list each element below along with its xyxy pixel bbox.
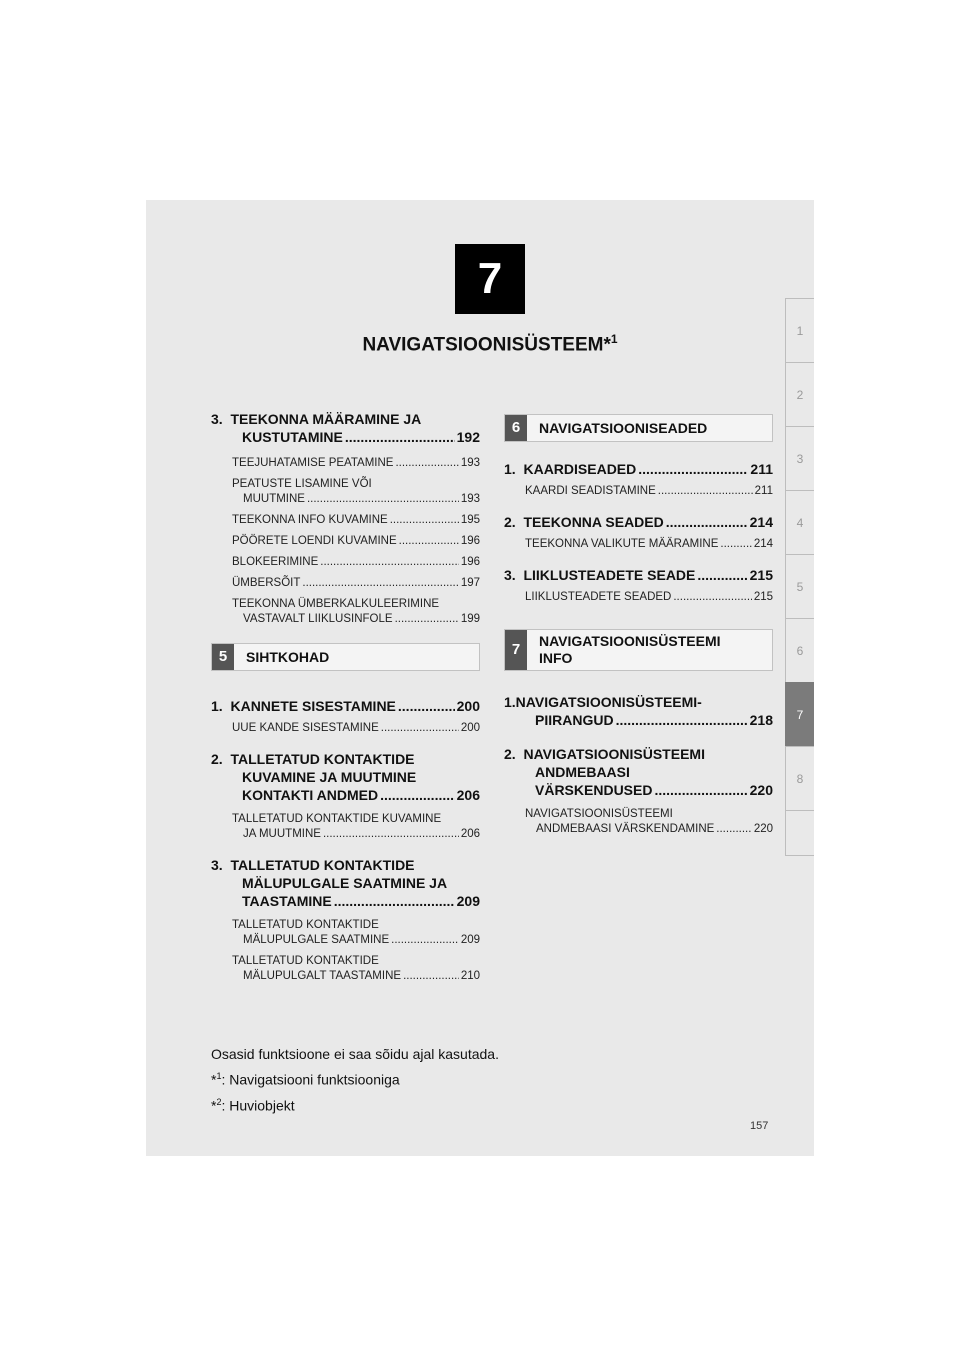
toc-sub-item[interactable]: TALLETATUD KONTAKTIDE KUVAMINE JA MUUTMINE ..... 206 (232, 812, 480, 842)
chapter-title: NAVIGATSIOONISÜSTEEM*$^1$ (362, 332, 618, 356)
left-column (211, 410, 480, 990)
footnotes (211, 1046, 499, 1122)
chapter-tab-8[interactable]: 8 (785, 746, 814, 810)
toc-sub-item[interactable]: TEEKONNA ÜMBERKALKULEERIMINE VASTAVALT LIIKLUSINFOLE ..... 199 (232, 597, 480, 627)
chapter-tab-5[interactable]: 5 (785, 554, 814, 618)
toc-entry-usb-contacts[interactable]: 3. TALLETATUD KONTAKTIDE MÄLUPULGALE SAATMINE JA TAASTAMINE ..... 209 (211, 856, 480, 910)
chapter-tab-empty (785, 810, 814, 856)
chapter-tab-4[interactable]: 4 (785, 490, 814, 554)
footnote-note: Osasid funktsioone ei saa sõidu ajal kasutada. (211, 1046, 499, 1062)
chapter-tab-1[interactable]: 1 (785, 298, 814, 362)
toc-entry-map-settings[interactable]: 1. KAARDISEADED ..... 211 (504, 460, 773, 478)
section-number: 6 (505, 415, 527, 441)
section-title: SIHTKOHAD (246, 649, 330, 665)
toc-entry-nav-limitations[interactable]: 1.NAVIGATSIOONISÜSTEEMI- PIIRANGUD ..... 218 (504, 693, 773, 729)
chapter-number-box: 7 (455, 244, 525, 314)
toc-sub-item[interactable]: LIIKLUSTEADETE SEADED ..... 215 (525, 590, 773, 605)
section-number: 7 (505, 630, 527, 670)
toc-sub-item[interactable]: PEATUSTE LISAMINE VÕI MUUTMINE ..... 193 (232, 477, 480, 507)
right-column (504, 414, 773, 843)
section-number: 5 (212, 644, 234, 670)
toc-sub-item[interactable]: BLOKEERIMINE ..... 196 (232, 555, 480, 570)
toc-entry-nav-database-updates[interactable]: 2. NAVIGATSIOONISÜSTEEMI ANDMEBAASI VÄRSKENDUSED ..... 220 (504, 745, 773, 799)
toc-sub-item[interactable]: TEEKONNA VALIKUTE MÄÄRAMINE ..... 214 (525, 537, 773, 552)
toc-entry-route-settings[interactable]: 2. TEEKONNA SEADED ..... 214 (504, 513, 773, 531)
toc-entry-route-set[interactable]: 3. TEEKONNA MÄÄRAMINE JA KUSTUTAMINE ..... 192 (211, 410, 480, 446)
chapter-tabs (785, 298, 814, 856)
toc-sub-item[interactable]: TALLETATUD KONTAKTIDE MÄLUPULGALE SAATMINE ..... 209 (232, 918, 480, 948)
toc-sub-item[interactable]: PÖÖRETE LOENDI KUVAMINE ..... 196 (232, 534, 480, 549)
section-header-6 (504, 414, 773, 442)
section-header-5 (211, 643, 480, 671)
chapter-tab-6[interactable]: 6 (785, 618, 814, 682)
chapter-tab-3[interactable]: 3 (785, 426, 814, 490)
section-title: NAVIGATSIOONISEADED (539, 420, 708, 436)
toc-sub-item[interactable]: UUE KANDE SISESTAMINE ..... 200 (232, 721, 480, 736)
toc-sub-item[interactable]: KAARDI SEADISTAMINE ..... 211 (525, 484, 773, 499)
toc-entry-traffic-settings[interactable]: 3. LIIKLUSTEADETE SEADE ..... 215 (504, 566, 773, 584)
section-header-7 (504, 629, 773, 671)
toc-sub-item[interactable]: NAVIGATSIOONISÜSTEEMI ANDMEBAASI VÄRSKENDAMINE ..... 220 (525, 807, 773, 837)
toc-entry-saved-contacts[interactable]: 2. TALLETATUD KONTAKTIDE KUVAMINE JA MUUTMINE KONTAKTI ANDMED ..... 206 (211, 750, 480, 804)
chapter-tab-7[interactable]: 7 (785, 682, 814, 746)
page-number: 157 (750, 1120, 769, 1132)
toc-sub-item[interactable]: TEEJUHATAMISE PEATAMINE ..... 193 (232, 456, 480, 471)
footnote-1: *$^1$: Navigatsiooni funktsiooniga (211, 1071, 400, 1088)
toc-sub-item[interactable]: TEEKONNA INFO KUVAMINE ..... 195 (232, 513, 480, 528)
toc-entry-entries[interactable]: 1. KANNETE SISESTAMINE ..... 200 (211, 697, 480, 715)
toc-sub-item[interactable]: TALLETATUD KONTAKTIDE MÄLUPULGALT TAASTAMINE ..... 210 (232, 954, 480, 984)
footnote-2: *$^2$: Huviobjekt (211, 1096, 295, 1114)
section-title: NAVIGATSIOONISÜSTEEMI INFO (539, 633, 721, 666)
chapter-tab-2[interactable]: 2 (785, 362, 814, 426)
toc-sub-item[interactable]: ÜMBERSÕIT ..... 197 (232, 576, 480, 591)
